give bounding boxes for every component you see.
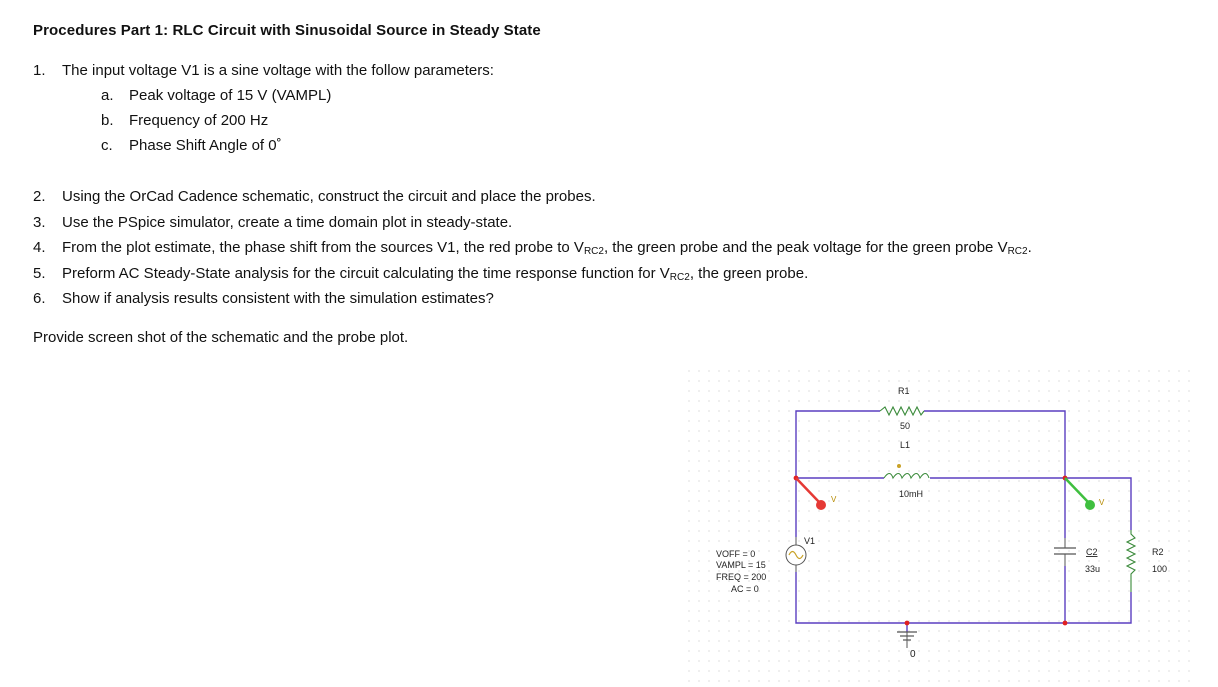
step-number: 3. <box>33 214 46 231</box>
v1-ac: AC = 0 <box>731 584 759 594</box>
step-text-part: . <box>1027 239 1032 256</box>
ground-label: 0 <box>910 649 916 660</box>
subscript: RC2 <box>1007 246 1028 257</box>
circuit-schematic <box>688 370 1193 682</box>
r1-label: R1 <box>898 386 910 396</box>
step-letter: a. <box>101 87 114 104</box>
step-text: The input voltage V1 is a sine voltage with the follow parameters: <box>62 62 494 79</box>
step-number: 2. <box>33 188 46 205</box>
l1-dot <box>897 464 901 468</box>
step-text: Peak voltage of 15 V (VAMPL) <box>129 87 332 104</box>
step-letter: b. <box>101 112 114 129</box>
step-text: Use the PSpice simulator, create a time domain plot in steady-state. <box>62 214 513 231</box>
v1-freq: FREQ = 200 <box>716 572 767 582</box>
r2-label: R2 <box>1152 547 1164 557</box>
step-number: 4. <box>33 239 46 256</box>
v1-vampl: VAMPL = 15 <box>716 560 766 570</box>
step-number: 5. <box>33 265 46 282</box>
r1-value: 50 <box>900 421 911 431</box>
node <box>905 621 910 626</box>
v1-voff: VOFF = 0 <box>716 549 756 559</box>
step-text-part: From the plot estimate, the phase shift from the sources V1, the red probe to V <box>62 239 584 256</box>
red-probe-label: V <box>831 495 837 504</box>
step-text <box>62 239 1032 257</box>
step-text: Using the OrCad Cadence schematic, construct the circuit and place the probes. <box>62 188 596 205</box>
v1-label: V1 <box>804 536 816 546</box>
green-probe-label: V <box>1099 498 1105 507</box>
c2-value: 33u <box>1085 564 1101 574</box>
step-text: Phase Shift Angle of 0˚ <box>129 137 282 154</box>
red-probe <box>816 500 826 510</box>
l1-label: L1 <box>900 440 911 450</box>
l1-value: 10mH <box>899 489 924 499</box>
step-text-part: Preform AC Steady-State analysis for the circuit calculating the time response function for V <box>62 265 670 282</box>
schematic-grid <box>688 370 1193 682</box>
step-text-part: , the green probe and the peak voltage for the green probe V <box>603 239 1008 256</box>
step-letter: c. <box>101 137 113 154</box>
node <box>1063 621 1068 626</box>
r2-value: 100 <box>1152 564 1168 574</box>
step-text: Show if analysis results consistent with the simulation estimates? <box>62 290 494 307</box>
step-number: 1. <box>33 62 46 79</box>
green-probe <box>1085 500 1095 510</box>
step-number: 6. <box>33 290 46 307</box>
closing-instruction: Provide screen shot of the schematic and the probe plot. <box>33 329 409 346</box>
page-title: Procedures Part 1: RLC Circuit with Sinusoidal Source in Steady State <box>33 22 541 39</box>
step-text: Frequency of 200 Hz <box>129 112 269 129</box>
subscript: RC2 <box>583 246 604 257</box>
step-text <box>62 265 808 283</box>
c2-label: C2 <box>1086 547 1098 557</box>
subscript: RC2 <box>669 272 690 283</box>
step-text-part: , the green probe. <box>689 265 809 282</box>
